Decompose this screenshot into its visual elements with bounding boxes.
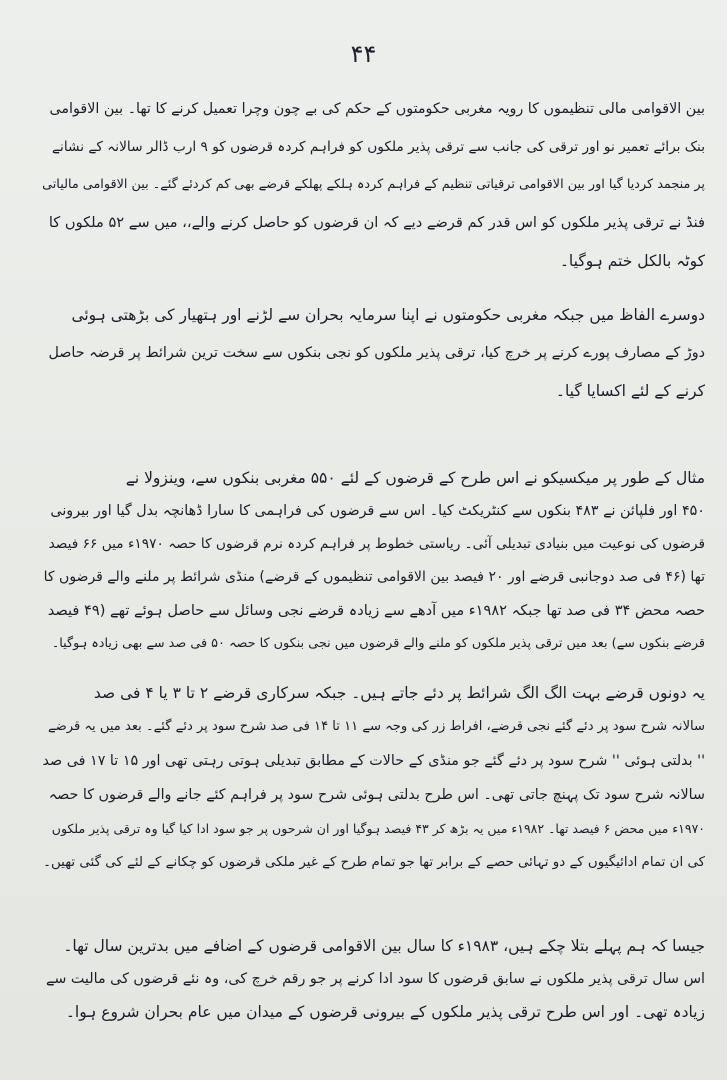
paragraph-line: جیسا کہ ہم پہلے بتلا چکے ہیں، ۱۹۸۳ء کا سال بین الاقوامی قرضوں کے اضافے میں بدترین سال تھا۔ (63, 937, 705, 955)
paragraph-line: فنڈ نے ترقی پذیر ملکوں کو اس قدر کم قرضے دیے کہ ان قرضوں کو حاصل کرنے والے،، میں سے ۵۲ ملکوں کا (48, 214, 705, 231)
paragraph-2 (40, 296, 705, 410)
paragraph-5 (40, 930, 705, 1029)
paragraph-line: زیادہ تھی۔ اور اس طرح ترقی پذیر ملکوں کے بیرونی قرضوں کے میدان میں عام بحران شروع ہوا۔ (65, 1003, 705, 1021)
paragraph-line: یہ دونوں قرضے بہت الگ الگ شرائط پر دئے جاتے ہیں۔ جبکہ سرکاری قرضے ۲ تا ۳ یا ۴ فی صد (93, 684, 705, 702)
paragraph-line: کوٹہ بالکل ختم ہوگیا۔ (559, 252, 705, 270)
paragraph-line: اس سال ترقی پذیر ملکوں نے سابق قرضوں کا سود ادا کرنے پر جو رقم خرچ کی، وہ نئے قرضوں کی مالیت سے (45, 971, 705, 987)
paragraph-line: قرضے بنکوں سے) بعد میں ترقی پذیر ملکوں کو ملنے والے قرضوں میں نجی بنکوں کا حصہ ۵۰ فی صد سے بھی زیادہ ہوگیا۔ (51, 636, 705, 651)
paragraph-line: مثال کے طور پر میکسیکو نے اس طرح کے قرضوں کے لئے ۵۵۰ مغربی بنکوں سے، وینزولا نے (125, 469, 705, 487)
paragraph-line: کرنے کے لئے اکسایا گیا۔ (555, 382, 705, 400)
paragraph-line: بین الاقوامی مالی تنظیموں کا رویہ مغربی حکومتوں کے حکم کی بے چون وچرا تعمیل کرنے کا تھا۔ بین الاقوامی (49, 101, 705, 117)
paragraph-line: بنک برائے تعمیر نو اور ترقی کی جانب سے ترقی پذیر ملکوں کو فراہم کردہ قرضوں کو ۹ ارب ڈالر سالانہ کے نشانے (52, 139, 705, 155)
paragraph-line: پر منجمد کردیا گیا اور بین الاقوامی ترقیاتی تنظیم کے فراہم کردہ ہلکے پھلکے قرضے بھی کم کردئے گئے۔ بین الاقوامی مالیاتی (42, 177, 705, 192)
paragraph-1 (40, 90, 705, 280)
paragraph-4 (40, 676, 705, 880)
paragraph-line: تھا (۴۶ فی صد دوجانبی قرضے اور ۲۰ فیصد بین الاقوامی تنظیموں کے قرضے) منڈی شرائط پر ملنے والے قرضوں کا (43, 569, 705, 585)
paragraph-line: سالانہ شرح سود تک پہنچ جاتی تھی۔ اس طرح بدلتی ہوئی شرح سود پر فراہم کئے جانے والے قرضوں کا حصہ (48, 787, 705, 803)
paragraph-line: دوسرے الفاظ میں جبکہ مغربی حکومتوں نے اپنا سرمایہ بحران سے لڑنے اور ہتھیار کی بڑھتی ہوئی (71, 306, 705, 324)
paragraph-line: '' بدلتی ہوئی '' شرح سود پر دئے گئے جو منڈی کے حالات کے مطابق تبدیلی ہوتی رہتی تھی اور ۱۵ تا ۱۷ فی صد (42, 753, 705, 769)
paragraph-line: ۱۹۷۰ء میں محض ۶ فیصد تھا۔ ۱۹۸۲ء میں یہ بڑھ کر ۴۳ فیصد ہوگیا اور ان شرحوں پر جو سود ادا کیا گیا وہ ترقی پذیر ملکوں (51, 821, 705, 836)
paragraph-3 (40, 462, 705, 660)
paragraph-line: حصہ محض ۳۴ فی صد تھا جبکہ ۱۹۸۲ء میں آدھے سے زیادہ قرضے نجی وسائل سے حاصل ہوئے تھے (۴۹ فیصد (47, 602, 705, 619)
paragraph-line: دوڑ کے مصارف پورے کرنے پر خرچ کیا، ترقی پذیر ملکوں کو نجی بنکوں سے سخت ترین شرائط پر قرضہ حاصل (48, 345, 705, 361)
paragraph-line: قرضوں کی نوعیت میں بنیادی تبدیلی آئی۔ ریاستی خطوط پر فراہم کردہ نرم قرضوں کا حصہ ۱۹۷۰ء میں ۶۶ فیصد (48, 536, 705, 552)
paragraph-line: کی ان تمام ادائیگیوں کے دو تہائی حصے کے برابر تھا جو تمام طرح کے غیر ملکی قرضوں کو چکانے کے لئے کی گئی تھیں۔ (43, 855, 705, 870)
paragraph-line: ۴۵۰ اور فلپائن نے ۴۸۳ بنکوں سے کنٹریکٹ کیا۔ اس سے قرضوں کی فراہمی کا سارا ڈھانچہ بدل گیا اور بیرونی (50, 503, 705, 519)
paragraph-line: سالانہ شرح سود پر دئے گئے نجی قرضے، افراط زر کی وجہ سے ۱۱ تا ۱۴ فی صد شرح سود پر دئے گئے۔ بعد میں یہ قرضے (47, 719, 705, 734)
page-number: ۴۴ (350, 40, 377, 68)
